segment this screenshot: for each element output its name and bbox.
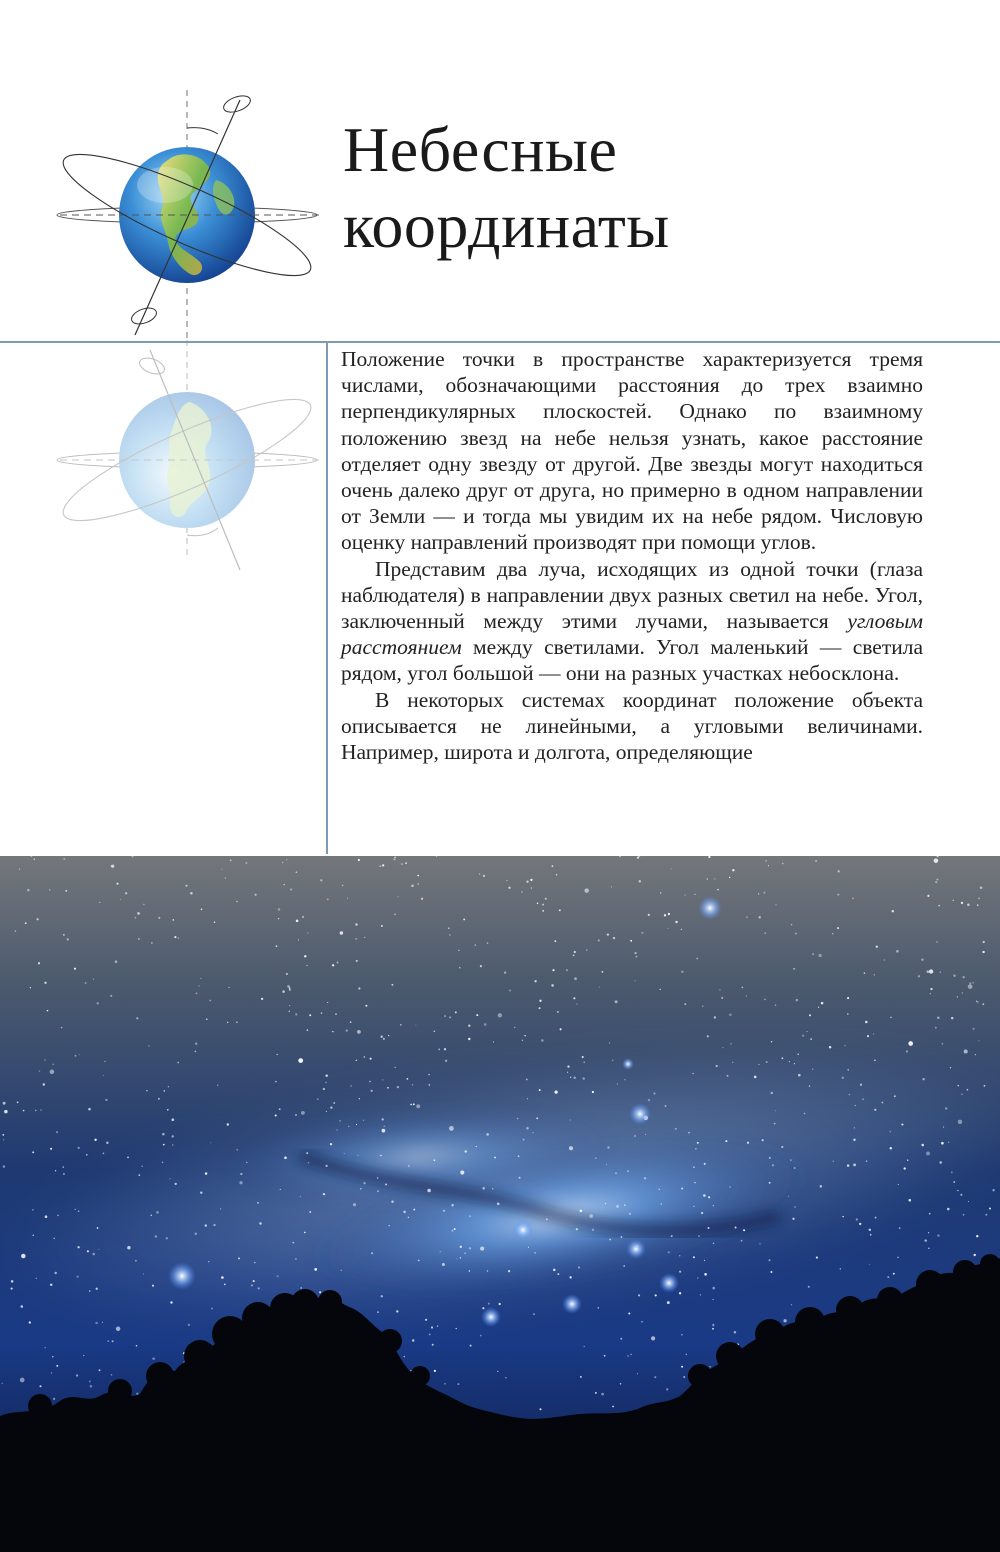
paragraph-2-text-end: между светилами. Угол маленький — светила рядом, угол большой — они на разных участках небосклона. [341,635,923,686]
earth-globe-axes-icon [40,70,340,350]
horizontal-divider [0,341,1000,343]
paragraph-2-text-start: Представим два луча, исходящих из одной точки (глаза наблюдателя) в направлении двух разных светил на небе. Угол, заключенный между этими лучами, называется [341,556,923,634]
term-angular-distance: угловым расстоянием [341,609,923,660]
paragraph-1: Положение точки в пространстве характеризуется тремя числами, обозначающими расстояния до трех взаимно перпендикулярных плоскостей. Однако по взаимному положению звезд на небе нельзя узнать, какое расстояние отделяет одну звезду от другой. Две звезды могут находиться очень далеко друг от друга, но примерно в одном направлении от Земли — и тогда мы увидим их на небе рядом. Числовую оценку направлений производят при помощи углов. [341,347,923,555]
milky-way-night-sky-photo [0,856,1000,1552]
earth-globe-reflection-icon [40,330,340,590]
paragraph-2 [341,556,923,687]
title-line-2: координаты [343,190,670,261]
paragraph-3: В некоторых системах координат положение объекта описывается не линейными, а угловыми величинами. Например, широта и долгота, определяющие [341,687,923,765]
vertical-divider [326,341,328,854]
page-title [343,112,963,264]
article-body [341,346,923,765]
title-line-1: Небесные [343,114,618,185]
